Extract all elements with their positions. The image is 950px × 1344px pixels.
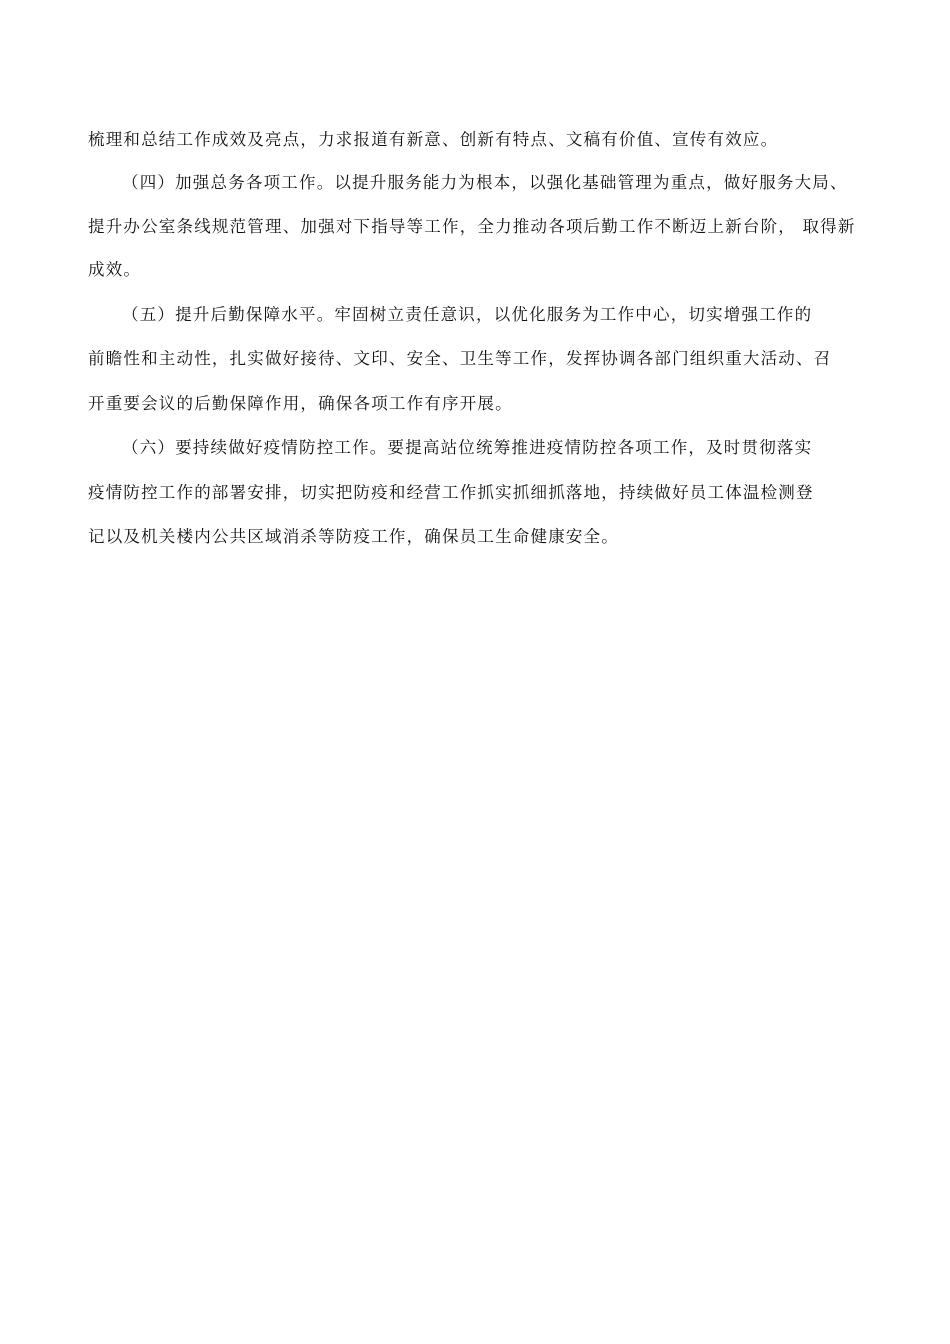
paragraph-five-heading-line: （五）提升后勤保障水平。牢固树立责任意识，以优化服务为工作中心，切实增强工作的	[122, 305, 813, 324]
text-line: 开重要会议的后勤保障作用，确保各项工作有序开展。	[88, 394, 513, 413]
paragraph-four-heading-line: （四）加强总务各项工作。以提升服务能力为根本，以强化基础管理为重点，做好服务大局、	[122, 173, 848, 192]
paragraph-six-heading-line: （六）要持续做好疫情防控工作。要提高站位统筹推进疫情防控各项工作，及时贯彻落实	[122, 438, 813, 457]
text-line: 前瞻性和主动性，扎实做好接待、文印、安全、卫生等工作，发挥协调各部门组织重大活动、召	[88, 349, 832, 368]
text-line: 疫情防控工作的部署安排，切实把防疫和经营工作抓实抓细抓落地，持续做好员工体温检测登	[88, 483, 814, 502]
text-line: 成效。	[88, 260, 142, 279]
text-line: 记以及机关楼内公共区域消杀等防疫工作，确保员工生命健康安全。	[88, 527, 619, 546]
text-line: 梳理和总结工作成效及亮点，力求报道有新意、创新有特点、文稿有价值、宣传有效应。	[88, 130, 779, 149]
text-line: 提升办公室条线规范管理、加强对下指导等工作，全力推动各项后勤工作不断迈上新台阶， 取得新	[88, 217, 856, 236]
